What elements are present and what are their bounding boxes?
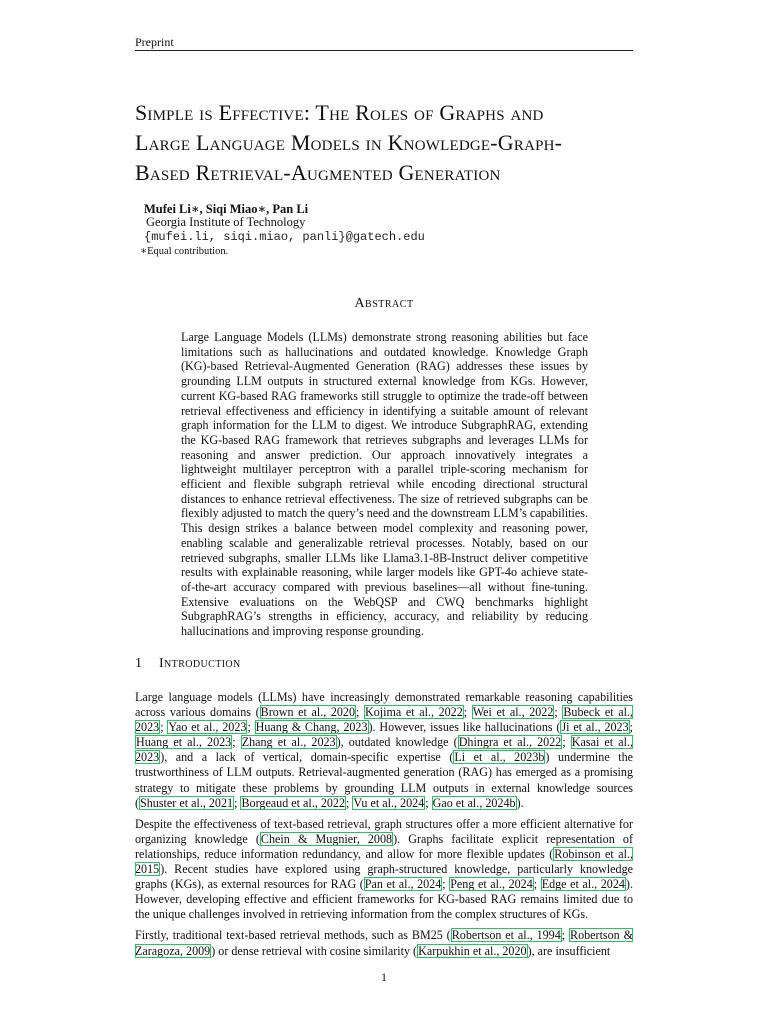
paragraph-text: ;: [356, 705, 364, 720]
citation-link[interactable]: Huang et al., 2023: [136, 735, 232, 750]
paragraph-text: ). Graphs facilitate explicit representation of relationships, reduce information redundancy, and allow for more flexible updates (: [135, 831, 633, 861]
page-number: 1: [381, 970, 387, 984]
citation-link[interactable]: Huang & Chang, 2023: [255, 720, 368, 735]
section-heading: [135, 656, 241, 672]
section-title: Introduction: [159, 656, 241, 671]
paragraph-text: ;: [629, 720, 634, 735]
paragraph-text: ;: [562, 735, 571, 750]
citation-link[interactable]: Karpukhin et al., 2020: [418, 943, 527, 958]
citation-link[interactable]: Shuster et al., 2021: [140, 795, 234, 810]
citation-link[interactable]: Robertson & Zaragoza, 2009: [135, 928, 634, 958]
citation-link[interactable]: Robertson et al., 1994: [451, 928, 561, 943]
citation-link[interactable]: Robinson et al., 2015: [135, 846, 633, 877]
author-affiliation: Georgia Institute of Technology: [146, 215, 306, 229]
citation-link[interactable]: Pan et al., 2024: [364, 877, 442, 892]
title-line-3: Based Retrieval-Augmented Generation: [135, 160, 501, 185]
body-text: [135, 690, 633, 965]
paragraph-text: ). Recent studies have explored using graph-structured knowledge, particularly knowledge graphs (KGs), as external resources for RAG (: [135, 862, 633, 892]
header-rule: [135, 50, 633, 51]
paragraph-text: ) undermine the trustworthiness of LLM outputs. Retrieval-augmented generation (RAG) has emerged as a promising strategy to mitigate these problems by grounding LLM outputs in external knowledge sources (: [135, 750, 633, 810]
paragraph: [135, 928, 633, 958]
citation-link[interactable]: Chein & Mugnier, 2008: [260, 831, 393, 846]
paragraph-text: ).: [516, 795, 524, 810]
paragraph-text: ), are insufficient: [527, 943, 611, 958]
paragraph-text: ;: [533, 877, 541, 892]
citation-link[interactable]: Vu et al., 2024: [353, 795, 425, 810]
citation-link[interactable]: Wei et al., 2022: [472, 705, 554, 720]
title-line-2: Large Language Models in Knowledge-Graph-: [135, 130, 563, 155]
paragraph-text: ;: [425, 795, 432, 810]
author-names: Mufei Li∗, Siqi Miao∗, Pan Li: [144, 202, 309, 216]
citation-link[interactable]: Borgeaud et al., 2022: [241, 795, 346, 810]
running-head: Preprint: [135, 35, 174, 49]
paragraph-text: ;: [346, 795, 353, 810]
citation-link[interactable]: Ji et al., 2023: [561, 720, 629, 735]
paragraph-text: ), and a lack of vertical, domain-specific expertise (: [160, 750, 454, 765]
citation-link[interactable]: Edge et al., 2024: [541, 877, 625, 892]
abstract-heading: Abstract: [354, 296, 414, 311]
paragraph: [135, 817, 633, 923]
paragraph-text: ;: [561, 928, 570, 943]
citation-link[interactable]: Peng et al., 2024: [450, 877, 533, 892]
paper-title: [135, 98, 645, 188]
citation-link[interactable]: Kasai et al., 2023: [135, 735, 634, 765]
paragraph-text: ;: [442, 877, 450, 892]
citation-link[interactable]: Bubeck et al., 2023: [135, 705, 633, 735]
paragraph-text: ;: [463, 705, 472, 720]
paragraph-text: ;: [247, 720, 255, 735]
paragraph: [135, 690, 633, 811]
citation-link[interactable]: Dhingra et al., 2022: [458, 735, 562, 750]
paragraph-text: ;: [234, 795, 241, 810]
paragraph-text: ;: [160, 720, 168, 735]
paragraph-text: Despite the effectiveness of text-based retrieval, graph structures offer a more efficient alternative for organizing knowledge (: [135, 816, 633, 846]
paragraph-text: ), outdated knowledge (: [336, 735, 458, 750]
author-emails: {mufei.li, siqi.miao, panli}@gatech.edu: [144, 230, 425, 244]
equal-contribution-note: ∗Equal contribution.: [140, 246, 229, 257]
paragraph-text: Large language models (LLMs) have increasingly demonstrated remarkable reasoning capabilities across various domains (: [135, 690, 633, 720]
citation-link[interactable]: Li et al., 2023b: [454, 750, 545, 765]
abstract-text: Large Language Models (LLMs) demonstrate strong reasoning abilities but face limitations such as hallucinations and outdated knowledge. Knowledge Graph (KG)-based Retrieval-Augmented Generation (RAG) addresses these issues by grounding LLM outputs in structured external knowledge from KGs. However, current KG-based RAG frameworks still struggle to optimize the trade-off between retrieval effectiveness and efficiency in identifying a suitable amount of relevant graph information for the LLM to digest. We introduce SubgraphRAG, extending the KG-based RAG framework that retrieves subgraphs and leverages LLMs for reasoning and answer prediction. Our approach innovatively integrates a lightweight multilayer perceptron with a parallel triple-scoring mechanism for efficient and flexible subgraph retrieval while encoding directional structural distances to enhance retrieval effectiveness. The size of retrieved subgraphs can be flexibly adjusted to match the query’s need and the downstream LLM’s capabilities. This design strikes a balance between model complexity and reasoning power, enabling scalable and generalizable retrieval processes. Notably, based on our retrieved subgraphs, smaller LLMs like Llama3.1-8B-Instruct deliver competitive results with explainable reasoning, while larger models like GPT-4o achieve state-of-the-art accuracy compared with previous baselines—all without fine-tuning. Extensive evaluations on the WebQSP and CWQ benchmarks highlight SubgraphRAG’s strengths in efficiency, accuracy, and reliability by reducing hallucinations and improving response grounding.: [181, 330, 588, 639]
citation-link[interactable]: Brown et al., 2020: [260, 705, 356, 720]
paragraph-text: ). However, issues like hallucinations (: [368, 720, 561, 735]
citation-link[interactable]: Yao et al., 2023: [168, 720, 247, 735]
citation-link[interactable]: Zhang et al., 2023: [241, 735, 336, 750]
paragraph-text: ;: [232, 735, 241, 750]
title-line-1: Simple is Effective: The Roles of Graphs and: [135, 100, 544, 125]
paragraph-text: ) or dense retrieval with cosine similarity (: [211, 943, 418, 958]
section-number: 1: [135, 656, 142, 671]
paragraph-text: ;: [554, 705, 563, 720]
citation-link[interactable]: Kojima et al., 2022: [365, 705, 463, 720]
citation-link[interactable]: Gao et al., 2024b: [432, 795, 516, 810]
paragraph-text: ). However, developing effective and efficient frameworks for KG-based RAG remains limited due to the unique challenges involved in retrieving information from the complex structures of KGs.: [135, 877, 633, 922]
paragraph-text: Firstly, traditional text-based retrieval methods, such as BM25 (: [135, 928, 451, 943]
